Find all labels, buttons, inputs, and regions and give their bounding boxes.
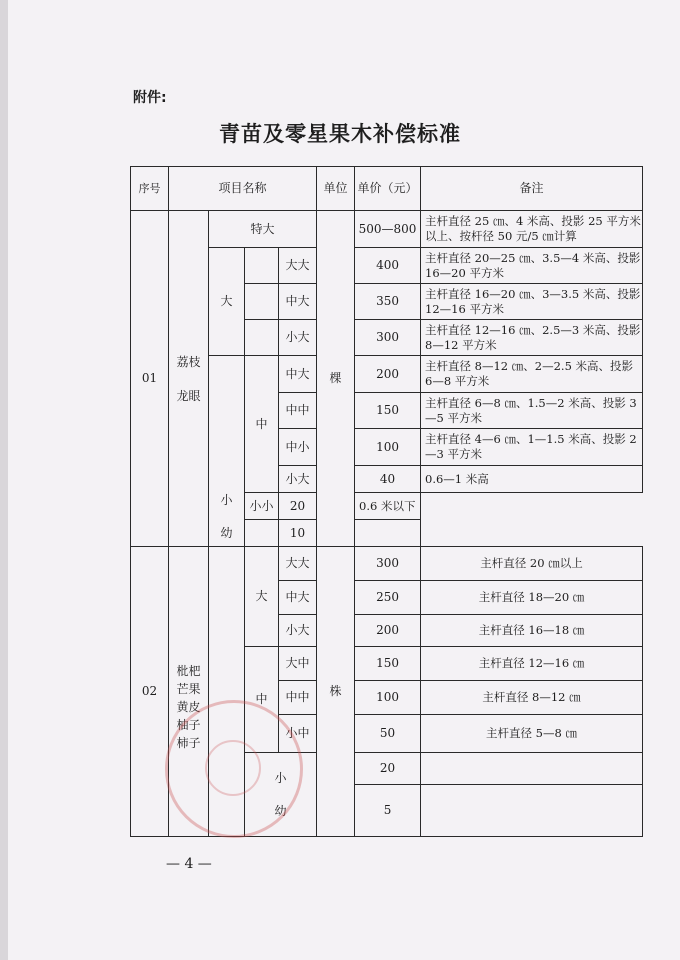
price-cell: 5 [355, 785, 421, 837]
price-cell: 350 [355, 284, 421, 320]
table-row [131, 211, 643, 248]
grade-cell: 中中 [279, 393, 317, 429]
note-cell: 主杆直径 4—6 ㎝、1—1.5 米高、投影 2—3 平方米 [421, 429, 643, 466]
attachment-label: 附件: [133, 90, 167, 106]
compensation-table [130, 166, 643, 837]
header-note: 备注 [421, 167, 643, 211]
note-cell: 主杆直径 5—8 ㎝ [421, 715, 643, 753]
note-cell: 主杆直径 20 ㎝以上 [421, 547, 643, 581]
note-cell [355, 520, 421, 547]
grade-cell: 大大 [279, 248, 317, 284]
price-cell: 300 [355, 547, 421, 581]
group1-size-big: 大 [209, 248, 245, 356]
price-cell: 100 [355, 681, 421, 715]
group2-crop: 柚子 [176, 717, 201, 732]
price-cell: 300 [355, 320, 421, 356]
group1-unit: 棵 [317, 211, 355, 547]
table-row [131, 547, 643, 581]
price-cell: 40 [355, 466, 421, 493]
group1-size-small [209, 466, 245, 547]
group1-crops [169, 211, 209, 547]
grade-cell: 小小 [245, 493, 279, 520]
note-cell: 主杆直径 8—12 ㎝、2—2.5 米高、投影 6—8 平方米 [421, 356, 643, 393]
group2-crop: 芒果 [176, 681, 201, 696]
price-cell: 400 [355, 248, 421, 284]
grade-cell: 中中 [279, 681, 317, 715]
header-item-name: 项目名称 [169, 167, 317, 211]
grade-cell: 小大 [279, 466, 317, 493]
group2-crop: 柿子 [176, 735, 201, 750]
note-cell: 0.6—1 米高 [421, 466, 643, 493]
note-cell: 主杆直径 12—16 ㎝ [421, 647, 643, 681]
page-number: — 4 — [166, 856, 212, 872]
group1-crop-a: 荔枝 [176, 354, 201, 369]
grade-cell: 大中 [279, 647, 317, 681]
price-cell: 20 [355, 753, 421, 785]
group1-crop-b: 龙眼 [176, 388, 201, 403]
price-cell: 500—800 [355, 211, 421, 248]
note-cell: 主杆直径 25 ㎝、4 米高、投影 25 平方米以上、按杆径 50 元/5 ㎝计算 [421, 211, 643, 248]
note-cell: 主杆直径 18—20 ㎝ [421, 581, 643, 615]
grade-cell: 中小 [279, 429, 317, 466]
group2-serial: 02 [131, 547, 169, 837]
group2-crops [169, 547, 209, 837]
note-cell: 主杆直径 12—16 ㎝、2.5—3 米高、投影 8—12 平方米 [421, 320, 643, 356]
group2-size-small [245, 753, 317, 837]
price-cell: 250 [355, 581, 421, 615]
price-cell: 20 [279, 493, 317, 520]
group2-unit: 株 [317, 547, 355, 837]
grade-cell: 特大 [209, 211, 317, 248]
note-cell: 主杆直径 6—8 ㎝、1.5—2 米高、投影 3—5 平方米 [421, 393, 643, 429]
note-cell: 主杆直径 16—18 ㎝ [421, 615, 643, 647]
note-cell: 主杆直径 16—20 ㎝、3—3.5 米高、投影 12—16 平方米 [421, 284, 643, 320]
note-cell: 0.6 米以下 [355, 493, 421, 520]
group2-size-big: 大 [245, 547, 279, 647]
header-unit: 单位 [317, 167, 355, 211]
header-price: 单价（元） [355, 167, 421, 211]
group2-crop: 黄皮 [176, 699, 201, 714]
group1-size-small-label: 小 [220, 492, 233, 507]
group2-size-small-label: 小 [274, 770, 287, 785]
grade-cell: 小大 [279, 320, 317, 356]
price-cell: 150 [355, 393, 421, 429]
group1-size-young-label: 幼 [220, 525, 233, 540]
grade-cell: 中大 [279, 284, 317, 320]
grade-cell: 大大 [279, 547, 317, 581]
grade-cell: 中大 [279, 356, 317, 393]
price-cell: 150 [355, 647, 421, 681]
page-title: 青苗及零星果木补偿标准 [219, 122, 461, 146]
grade-cell: 小中 [279, 715, 317, 753]
group1-serial: 01 [131, 211, 169, 547]
note-cell: 主杆直径 8—12 ㎝ [421, 681, 643, 715]
group2-size-young-label: 幼 [274, 803, 287, 818]
price-cell: 10 [279, 520, 317, 547]
price-cell: 200 [355, 356, 421, 393]
grade-cell: 小大 [279, 615, 317, 647]
grade-cell: 中大 [279, 581, 317, 615]
group2-crop: 枇杷 [176, 663, 201, 678]
price-cell: 200 [355, 615, 421, 647]
table-header-row [131, 167, 643, 211]
note-cell: 主杆直径 20—25 ㎝、3.5—4 米高、投影 16—20 平方米 [421, 248, 643, 284]
price-cell: 50 [355, 715, 421, 753]
header-serial: 序号 [131, 167, 169, 211]
price-cell: 100 [355, 429, 421, 466]
note-cell [421, 753, 643, 785]
group2-size-medium: 中 [245, 647, 279, 753]
group1-size-medium: 中 [245, 356, 279, 493]
note-cell [421, 785, 643, 837]
